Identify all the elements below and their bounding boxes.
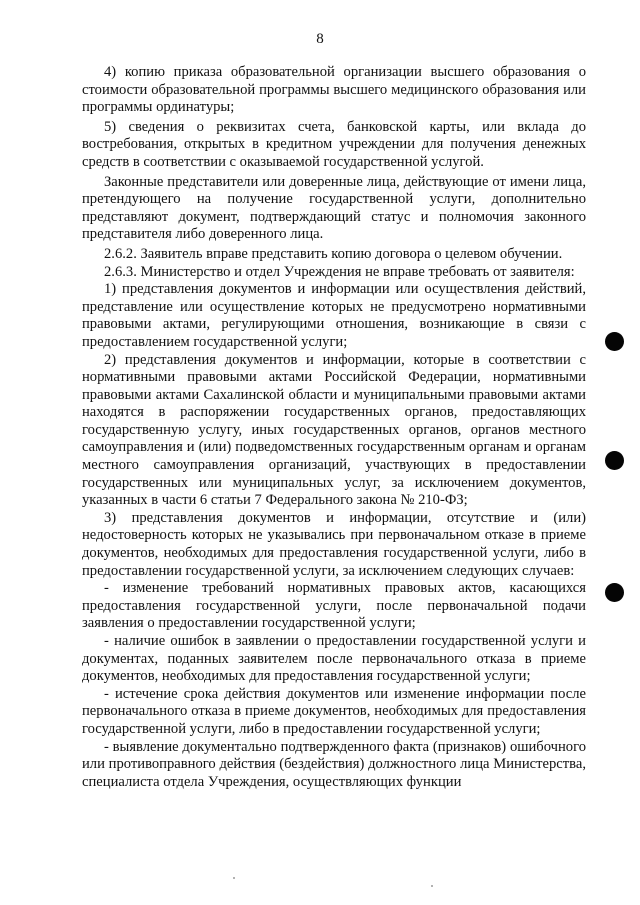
hole-punch-mark	[605, 332, 624, 351]
paragraph: 2.6.3. Министерство и отдел Учреждения не вправе требовать от заявителя:	[104, 263, 575, 280]
hole-punch-mark	[605, 451, 624, 470]
paragraph: - выявление документально подтвержденного факта (признаков) ошибочного или противоправного действия (бездействия) должностного лица Министерства, специалиста отдела Учреждения, осуществляющих функции	[82, 738, 586, 790]
paragraph: 1) представления документов и информации или осуществления действий, представление или осуществление которых не предусмотрено нормативными правовыми актами, регулирующими отношения, возникающие в связи с предоставлением государственной услуги;	[82, 281, 586, 350]
document-body	[82, 64, 586, 791]
paragraph: - изменение требований нормативных правовых актов, касающихся предоставления государственной услуги, после первоначальной подачи заявления о предоставлении государственной услуги;	[82, 580, 586, 632]
paragraph: 2.6.2. Заявитель вправе представить копию договора о целевом обучении.	[104, 245, 563, 262]
paragraph: Законные представители или доверенные лица, действующие от имени лица, претендующего на получение государственной услуги, дополнительно представляют документ, подтверждающий статус и полномочия законного представителя либо доверенного лица.	[82, 173, 586, 243]
scan-speck	[431, 885, 433, 887]
paragraph: 4) копию приказа образовательной организации высшего образования о стоимости образовательной программы высшего медицинского образования или программы ординатуры;	[82, 64, 586, 116]
paragraph: 3) представления документов и информации, отсутствие и (или) недостоверность которых не указывались при первоначальном отказе в приеме документов, необходимых для предоставления государственной услуги, либо в предоставлении государственной услуги, за исключением следующих случаев:	[82, 509, 586, 579]
paragraph: 5) сведения о реквизитах счета, банковской карты, или вклада до востребования, открытых в кредитном учреждении для получения денежных средств в соответствии с оказываемой государственной услугой.	[82, 118, 586, 170]
paragraph: - истечение срока действия документов или изменение информации после первоначального отказа в приеме документов, необходимых для предоставления государственной услуги, либо в предоставлении государственной услуги;	[82, 685, 586, 737]
scan-speck	[233, 877, 235, 879]
paragraph: - наличие ошибок в заявлении о предоставлении государственной услуги и документах, поданных заявителем после первоначального отказа в приеме документов, необходимых для предоставления государственной услуги;	[82, 633, 586, 685]
page-number: 8	[316, 31, 324, 47]
paragraph: 2) представления документов и информации, которые в соответствии с нормативными правовыми актами Российской Федерации, нормативными правовыми актами Сахалинской области и муниципальными правовыми актами находятся в распоряжении государственных органов, предоставляющих государственную услугу, иных государственных органов, органов местного самоуправления и (или) подведомственных государственным органам и органам местного самоуправления организаций, участвующих в предоставлении государственных или муниципальных услуг, за исключением документов, указанных в части 6 статьи 7 Федерального закона № 210-ФЗ;	[82, 351, 586, 509]
hole-punch-mark	[605, 583, 624, 602]
